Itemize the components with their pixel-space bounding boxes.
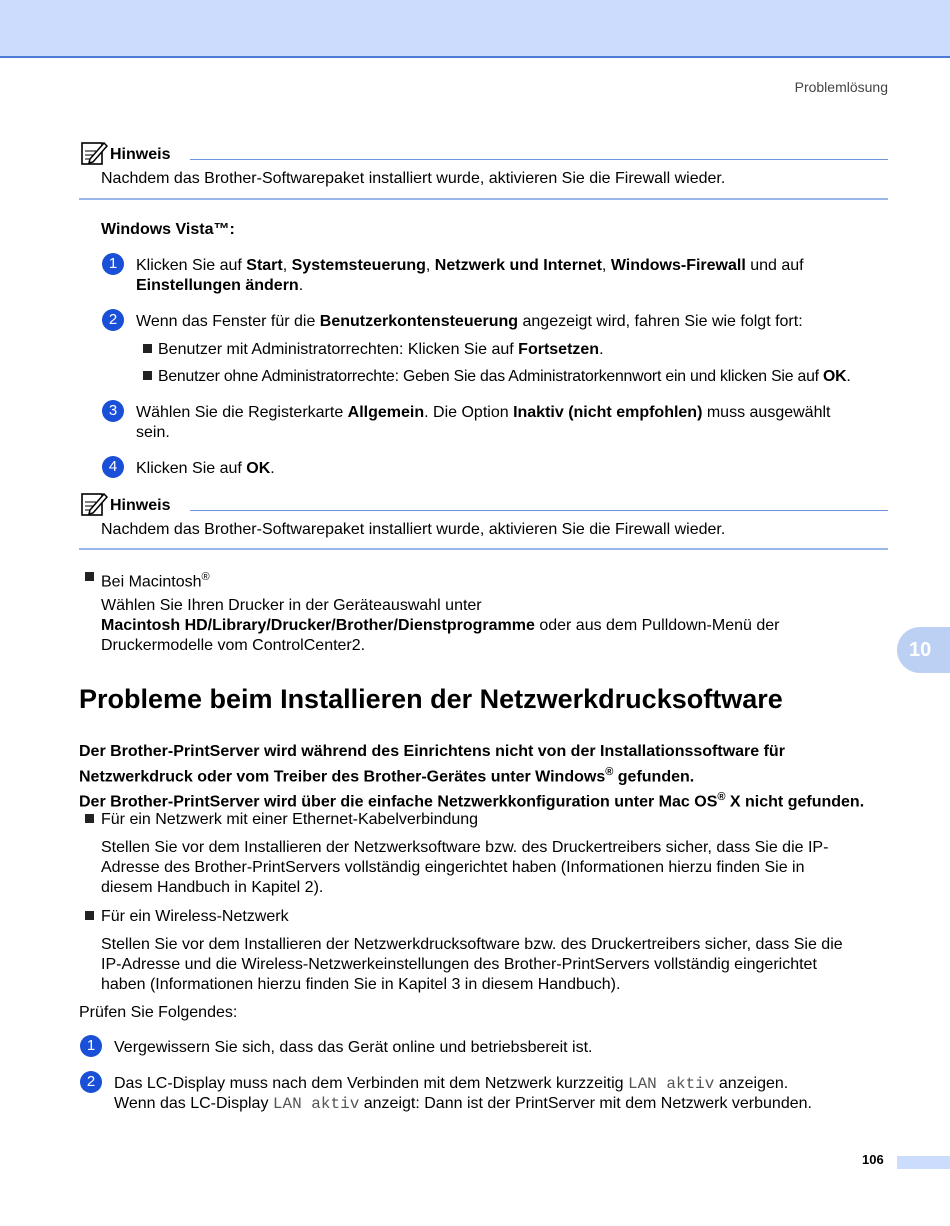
mac-bullet: Bei Macintosh® [101,571,210,591]
vista-step-1: Klicken Sie auf Start, Systemsteuerung, Netzwerk und Internet, Windows-Firewall und auf Einstellungen ändern. [136,257,804,294]
note-title: Hinweis [110,146,171,163]
check-step-2: Das LC-Display muss nach dem Verbinden mit dem Netzwerk kurzzeitig LAN aktiv anzeigen. Wenn das LC-Display LAN aktiv anzeigt: Dann ist der PrintServer mit dem Netzwerk verbunden. [114,1075,812,1113]
lcd-text: LAN aktiv [272,1095,360,1113]
check-heading: Prüfen Sie Folgendes: [79,1004,238,1021]
page-number: 106 [862,1152,884,1167]
check-step-1: Vergewissern Sie sich, dass das Gerät online und betriebsbereit ist. [114,1039,593,1056]
page-bar [897,1156,950,1169]
bullet-square [85,814,94,823]
vista-heading: Windows Vista™: [101,221,235,238]
ethernet-bullet: Für ein Netzwerk mit einer Ethernet-Kabelverbindung [101,811,479,828]
note-title-rule [190,510,888,511]
note-title: Hinweis [110,497,171,514]
vista-bullet-admin: Benutzer mit Administratorrechten: Klicken Sie auf Fortsetzen. [158,341,604,358]
bullet-square [85,911,94,920]
note-pencil-icon [80,140,108,166]
step-number-4: 4 [102,456,124,478]
bullet-square [143,371,152,380]
note-text: Nachdem das Brother-Softwarepaket installiert wurde, aktivieren Sie die Firewall wieder. [101,170,726,187]
note-pencil-icon [80,491,108,517]
step-number-3: 3 [102,400,124,422]
section-heading: Probleme beim Installieren der Netzwerkdrucksoftware [79,684,783,714]
note-title-rule [190,159,888,160]
wireless-bullet: Für ein Wireless-Netzwerk [101,908,289,925]
step-number-1: 1 [80,1035,102,1057]
vista-step-2: Wenn das Fenster für die Benutzerkontensteuerung angezeigt wird, fahren Sie wie folgt fort: [136,313,803,330]
vista-step-4: Klicken Sie auf OK. [136,460,275,477]
note-divider [79,198,888,200]
wireless-text: Stellen Sie vor dem Installieren der Netzwerkdrucksoftware bzw. des Druckertreibers sicher, dass Sie die IP-Adresse und die Wireless-Netzwerkeinstellungen des Brother-PrintServers vollständig eingerichtet haben (Informationen hierzu finden Sie in Kapitel 3 in diesem Handbuch). [101,936,843,993]
step-number-2: 2 [80,1071,102,1093]
mac-instructions: Wählen Sie Ihren Drucker in der Geräteauswahl unter Macintosh HD/Library/Drucker/Brother/Dienstprogramme oder aus dem Pulldown-Menü der Druckermodelle vom ControlCenter2. [101,597,780,654]
vista-bullet-nonadmin: Benutzer ohne Administratorrechte: Geben Sie das Administratorkennwort ein und klicken Sie auf OK. [158,368,851,385]
chapter-tab: 10 [897,627,950,673]
note-text: Nachdem das Brother-Softwarepaket installiert wurde, aktivieren Sie die Firewall wieder. [101,521,726,538]
section-intro: Der Brother-PrintServer wird während des Einrichtens nicht von der Installationssoftware für Netzwerkdruck oder vom Treiber des Brother-Gerätes unter Windows® gefunden. Der Brother-PrintServer wird über die einfache Netzwerkkonfiguration unter Mac OS® X nicht gefunden. [79,743,865,811]
bullet-square [85,572,94,581]
vista-step-3: Wählen Sie die Registerkarte Allgemein. Die Option Inaktiv (nicht empfohlen) muss ausgewählt sein. [136,404,831,441]
note-divider [79,548,888,550]
step-number-2: 2 [102,309,124,331]
bullet-square [143,344,152,353]
step-number-1: 1 [102,253,124,275]
ethernet-text: Stellen Sie vor dem Installieren der Netzwerksoftware bzw. des Druckertreibers sicher, dass Sie die IP- Adresse des Brother-PrintServers vollständig eingerichtet haben (Informationen hierzu finden Sie in diesem Handbuch in Kapitel 2). [101,839,829,896]
lcd-text: LAN aktiv [627,1075,715,1093]
running-header: Problemlösung [794,79,888,95]
top-band [0,0,950,58]
